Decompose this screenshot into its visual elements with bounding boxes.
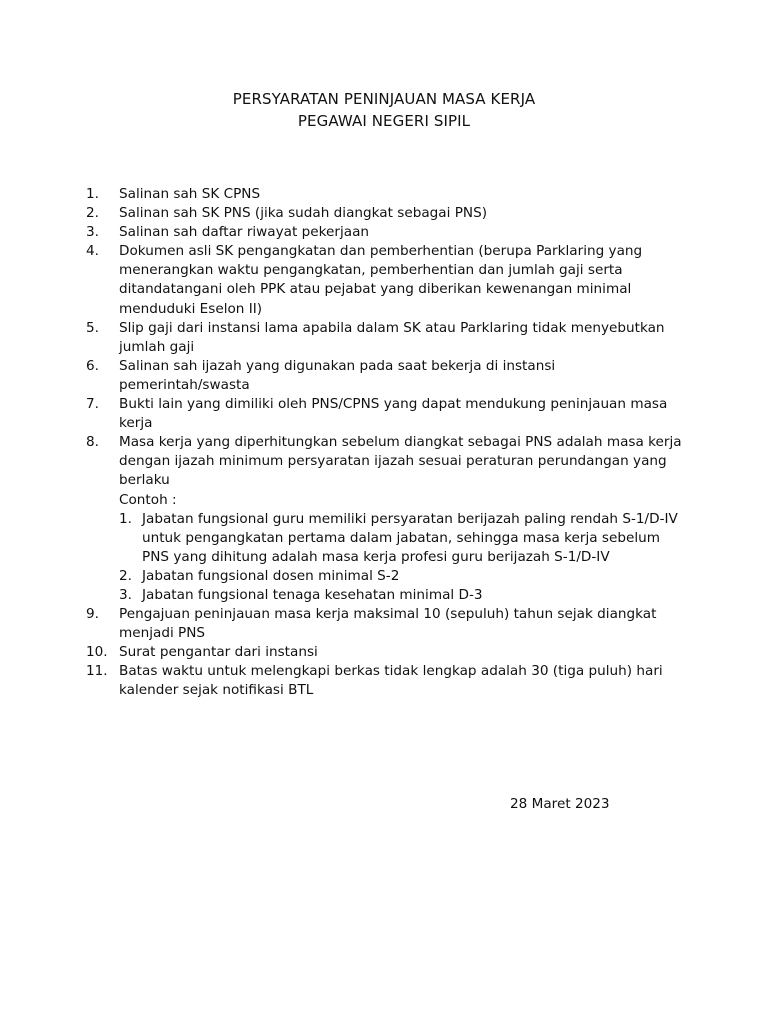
requirement-text: Pengajuan peninjauan masa kerja maksimal 10 (sepuluh) tahun sejak diangkat menjadi PNS xyxy=(119,606,657,642)
requirement-item xyxy=(86,185,686,204)
requirement-text: Dokumen asli SK pengangkatan dan pemberhentian (berupa Parklaring yang menerangkan waktu pengangkatan, pemberhentian dan jumlah gaji serta ditandatangani oleh PPK atau pejabat yang diberikan kewenangan minimal menduduki Eselon II) xyxy=(119,243,643,317)
example-number: 2. xyxy=(119,567,132,584)
example-label: Contoh : xyxy=(119,491,177,508)
requirement-number: 2. xyxy=(86,205,99,222)
requirement-item xyxy=(86,223,686,242)
requirement-number: 7. xyxy=(86,396,99,413)
requirement-number: 3. xyxy=(86,224,99,241)
title-line-2: PEGAWAI NEGERI SIPIL xyxy=(297,112,471,130)
requirement-item xyxy=(86,357,686,395)
document-date: 28 Maret 2023 xyxy=(510,796,610,812)
requirement-item xyxy=(86,319,686,357)
requirements-list xyxy=(86,185,686,701)
requirement-number: 8. xyxy=(86,434,99,451)
requirement-text: Masa kerja yang diperhitungkan sebelum diangkat sebagai PNS adalah masa kerja dengan ijazah minimum persyaratan ijazah sesuai peraturan perundangan yang berlaku xyxy=(119,434,682,489)
requirement-item xyxy=(86,204,686,223)
requirement-text: Slip gaji dari instansi lama apabila dalam SK atau Parklaring tidak menyebutkan jumlah gaji xyxy=(119,319,665,355)
requirement-item xyxy=(86,605,686,643)
requirement-number: 6. xyxy=(86,357,99,374)
requirement-number: 9. xyxy=(86,606,99,623)
requirement-item xyxy=(86,662,686,700)
requirement-item xyxy=(86,242,686,318)
requirement-item xyxy=(86,395,686,433)
example-text: Jabatan fungsional guru memiliki persyaratan berijazah paling rendah S-1/D-IV untuk pengangkatan pertama dalam jabatan, sehingga masa kerja sebelum PNS yang dihitung adalah masa kerja profesi guru berijazah S-1/D-IV xyxy=(142,510,678,565)
requirement-number: 4. xyxy=(86,243,99,260)
requirement-text: Salinan sah daftar riwayat pekerjaan xyxy=(119,224,370,241)
example-item xyxy=(119,586,686,605)
example-list xyxy=(119,510,686,605)
requirement-number: 5. xyxy=(86,319,99,336)
requirement-text: Salinan sah SK PNS (jika sudah diangkat sebagai PNS) xyxy=(119,205,488,222)
example-item xyxy=(119,510,686,567)
example-text: Jabatan fungsional tenaga kesehatan minimal D-3 xyxy=(142,586,483,603)
requirement-text: Surat pengantar dari instansi xyxy=(119,644,318,661)
requirement-number: 10. xyxy=(86,644,108,661)
requirement-text: Batas waktu untuk melengkapi berkas tidak lengkap adalah 30 (tiga puluh) hari kalender sejak notifikasi BTL xyxy=(119,663,663,699)
example-number: 1. xyxy=(119,510,132,527)
requirement-text: Bukti lain yang dimiliki oleh PNS/CPNS yang dapat mendukung peninjauan masa kerja xyxy=(119,396,668,432)
requirement-text: Salinan sah ijazah yang digunakan pada saat bekerja di instansi pemerintah/swasta xyxy=(119,357,556,393)
requirement-item xyxy=(86,433,686,605)
example-item xyxy=(119,567,686,586)
requirement-number: 1. xyxy=(86,186,99,202)
requirement-number: 11. xyxy=(86,663,108,680)
requirement-item xyxy=(86,643,686,662)
example-block xyxy=(119,491,686,606)
title-line-1: PERSYARATAN PENINJAUAN MASA KERJA xyxy=(232,90,536,108)
document-title xyxy=(0,88,768,132)
example-number: 3. xyxy=(119,586,132,603)
example-text: Jabatan fungsional dosen minimal S-2 xyxy=(142,567,400,584)
requirement-text: Salinan sah SK CPNS xyxy=(119,186,261,202)
